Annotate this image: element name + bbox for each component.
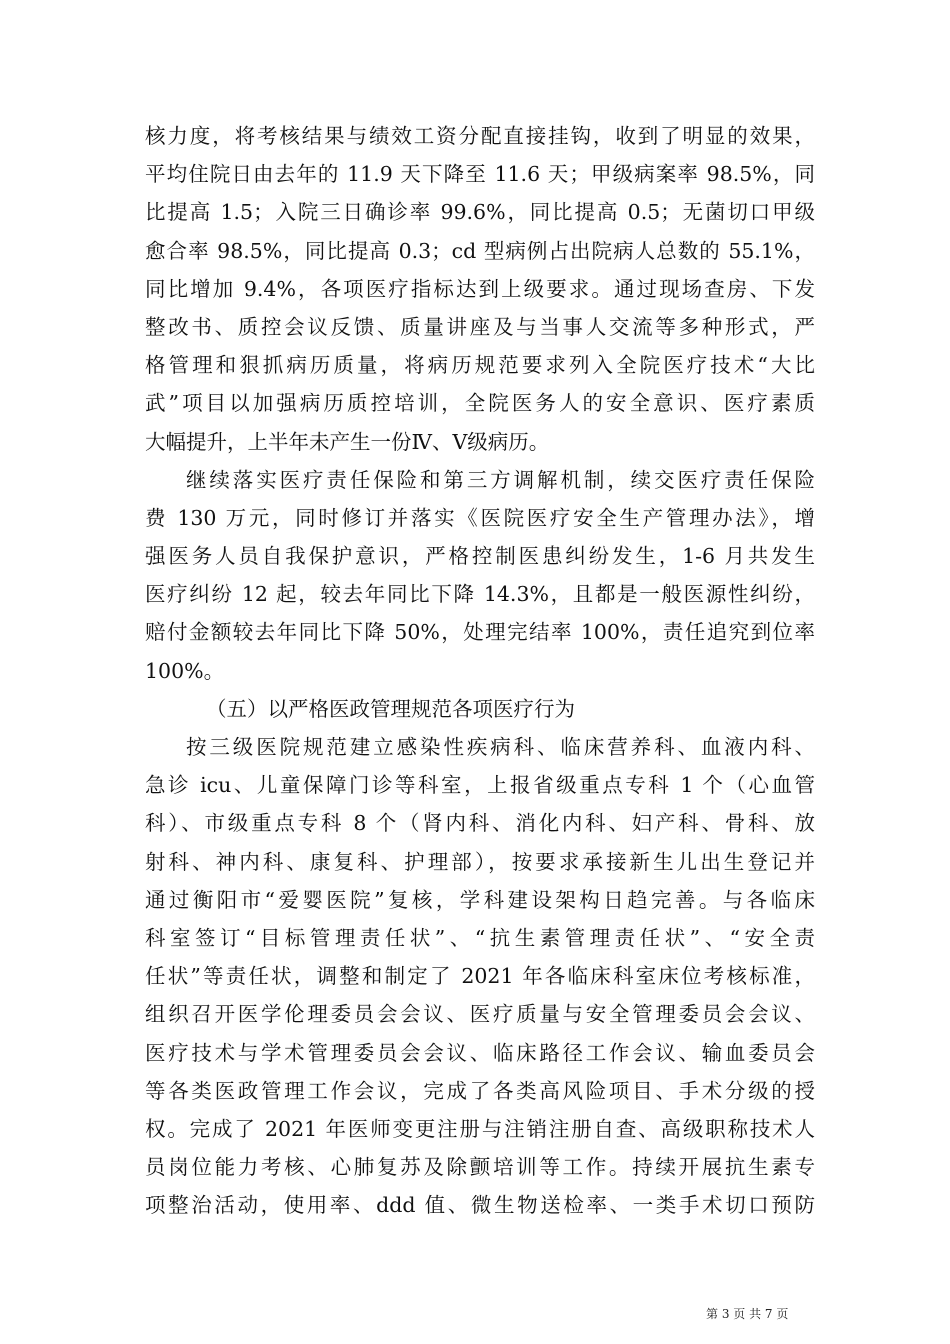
text-line: 急诊 icu、儿童保障门诊等科室，上报省级重点专科 1 个（心血管 bbox=[145, 773, 815, 798]
text-line: 通过衡阳市“爱婴医院”复核，学科建设架构日趋完善。与各临床 bbox=[145, 887, 815, 912]
text-line: 组织召开医学伦理委员会会议、医疗质量与安全管理委员会会议、 bbox=[145, 1002, 815, 1027]
paragraph-liability-insurance bbox=[145, 461, 815, 690]
text-line: 赔付金额较去年同比下降 50%，处理完结率 100%，责任追究到位率 bbox=[145, 620, 815, 645]
text-line: 强医务人员自我保护意识，严格控制医患纠纷发生，1-6 月共发生 bbox=[145, 544, 815, 569]
text-line: 愈合率 98.5%，同比提高 0.3；cd 型病例占出院病人总数的 55.1%， bbox=[145, 238, 815, 263]
text-line: 射科、神内科、康复科、护理部），按要求承接新生儿出生登记并 bbox=[145, 849, 815, 874]
text-line: 大幅提升，上半年未产生一份Ⅳ、Ⅴ级病历。 bbox=[145, 429, 550, 454]
text-line: 格管理和狠抓病历质量，将病历规范要求列入全院医疗技术“大比 bbox=[145, 353, 815, 378]
text-line: 权。完成了 2021 年医师变更注册与注销注册自查、高级职称技术人 bbox=[145, 1116, 815, 1141]
document-body bbox=[145, 117, 815, 1224]
text-line: 费 130 万元，同时修订并落实《医院医疗安全生产管理办法》，增 bbox=[145, 505, 815, 530]
text-line: 等各类医政管理工作会议，完成了各类高风险项目、手术分级的授 bbox=[145, 1078, 815, 1103]
text-line: 科）、市级重点专科 8 个（肾内科、消化内科、妇产科、骨科、放 bbox=[145, 811, 815, 836]
text-line: 整改书、质控会议反馈、质量讲座及与当事人交流等多种形式，严 bbox=[145, 314, 815, 339]
text-line: 员岗位能力考核、心肺复苏及除颤培训等工作。持续开展抗生素专 bbox=[145, 1155, 815, 1180]
text-line: 按三级医院规范建立感染性疾病科、临床营养科、血液内科、 bbox=[186, 735, 815, 759]
paragraph-medical-quality bbox=[145, 117, 815, 461]
text-line: 继续落实医疗责任保险和第三方调解机制，续交医疗责任保险 bbox=[186, 467, 815, 492]
page-number-footer: 第 3 页 共 7 页 bbox=[706, 1307, 789, 1321]
text-line: 核力度，将考核结果与绩效工资分配直接挂钩，收到了明显的效果， bbox=[145, 124, 815, 148]
text-line: 比提高 1.5；入院三日确诊率 99.6%，同比提高 0.5；无菌切口甲级 bbox=[145, 200, 815, 225]
text-line: 医疗技术与学术管理委员会会议、临床路径工作会议、输血委员会 bbox=[145, 1040, 815, 1065]
text-line: 武”项目以加强病历质控培训，全院医务人的安全意识、医疗素质 bbox=[145, 391, 815, 416]
section-heading: （五）以严格医政管理规范各项医疗行为 bbox=[206, 696, 575, 721]
text-line: 同比增加 9.4%，各项医疗指标达到上级要求。通过现场查房、下发 bbox=[145, 276, 815, 301]
text-line: 项整治活动，使用率、ddd 值、微生物送检率、一类手术切口预防 bbox=[145, 1193, 815, 1218]
text-line: 科室签订“目标管理责任状”、“抗生素管理责任状”、“安全责 bbox=[145, 925, 815, 950]
text-line: 平均住院日由去年的 11.9 天下降至 11.6 天；甲级病案率 98.5%，同 bbox=[145, 162, 815, 187]
paragraph-medical-administration bbox=[145, 728, 815, 1224]
text-line: 100%。 bbox=[145, 658, 225, 683]
text-line: 任状”等责任状，调整和制定了 2021 年各临床科室床位考核标准， bbox=[145, 964, 815, 989]
text-line: 医疗纠纷 12 起，较去年同比下降 14.3%，且都是一般医源性纠纷， bbox=[145, 582, 815, 607]
